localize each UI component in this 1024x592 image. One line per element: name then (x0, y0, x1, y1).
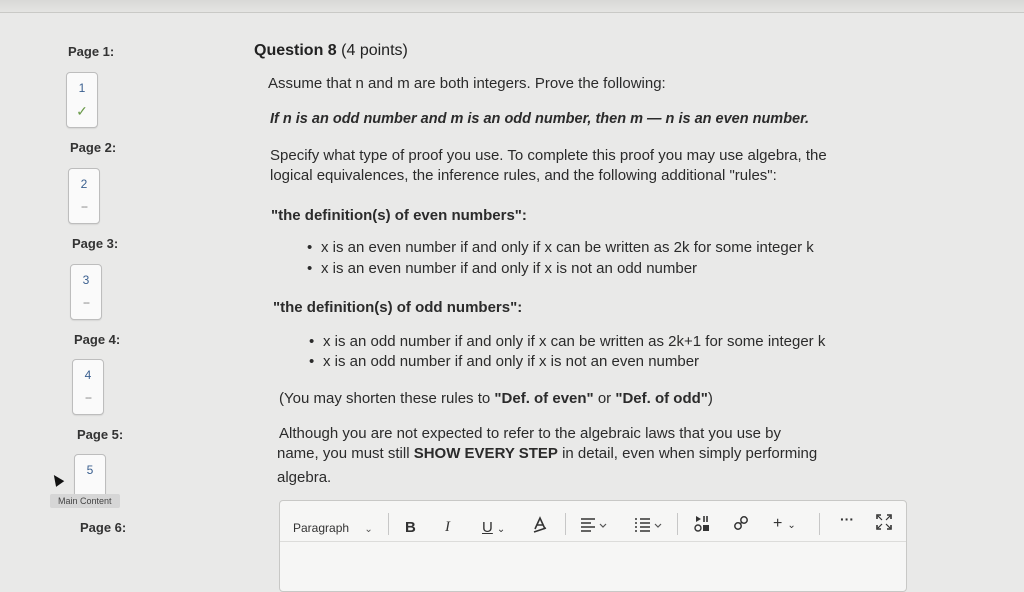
media-button[interactable] (694, 515, 712, 536)
instructions-line-1: Specify what type of proof you use. To complete this proof you may use algebra, the (270, 147, 827, 164)
page-3-status: -- (83, 295, 89, 309)
chevron-down-icon: ⌄ (364, 524, 373, 535)
insert-button[interactable] (773, 515, 796, 533)
list-button[interactable] (634, 517, 666, 536)
page-3-button[interactable] (70, 264, 102, 320)
fullscreen-button[interactable] (876, 514, 892, 533)
question-number: Question 8 (254, 42, 337, 59)
page-5-label: Page 5: (77, 427, 124, 442)
link-icon (732, 514, 750, 532)
even-rule-1: • x is an even number if and only if x can be written as 2k for some integer k (321, 238, 814, 258)
mouse-cursor-icon (50, 472, 65, 487)
underline-button[interactable] (482, 519, 505, 536)
toolbar-divider (677, 513, 678, 535)
even-rule-2: • x is an even number if and only if x is not an odd number (321, 259, 697, 279)
text-color-icon (532, 516, 548, 534)
link-button[interactable] (732, 514, 750, 535)
page-4-number: 4 (84, 368, 92, 382)
page-1-label: Page 1: (68, 44, 115, 59)
fullscreen-icon (876, 514, 892, 530)
even-definition-heading: "the definition(s) of even numbers": (271, 207, 527, 224)
page-4-status: -- (85, 390, 91, 404)
note-line-2-prefix: name, you must still (277, 445, 414, 462)
toolbar-divider (388, 513, 389, 535)
shorten-prefix: (You may shorten these rules to (279, 390, 495, 407)
page-2-label: Page 2: (70, 140, 117, 155)
editor-text-area[interactable] (280, 542, 906, 591)
theorem-statement: If n is an odd number and m is an odd number, then m — n is an even number. (270, 111, 809, 127)
odd-rule-2: • x is an odd number if and only if x is not an even number (323, 352, 699, 372)
text-color-button[interactable] (532, 516, 548, 537)
odd-rule-1: • x is an odd number if and only if x can be written as 2k+1 for some integer k (323, 332, 825, 352)
italic-button[interactable]: I (445, 519, 450, 535)
page-2-status: -- (81, 199, 87, 213)
page-3-number: 3 (82, 273, 90, 287)
shorten-rules-note (279, 389, 713, 409)
shorten-mid: or (593, 390, 616, 407)
bold-button[interactable]: B (405, 519, 416, 536)
top-bar (0, 0, 1024, 13)
question-intro: Assume that n and m are both integers. Prove the following: (268, 75, 666, 92)
main-content-tooltip: Main Content (50, 494, 120, 508)
note-line-2-suffix: in detail, even when simply performing (557, 445, 818, 462)
chevron-down-icon: ⌄ (787, 520, 796, 531)
page-1-button[interactable] (66, 72, 98, 128)
shorten-even: "Def. of even" (494, 390, 594, 407)
page-3-label: Page 3: (72, 236, 119, 251)
check-icon: ✓ (76, 103, 88, 119)
media-icon (694, 515, 712, 533)
align-left-icon (580, 517, 610, 533)
question-points: (4 points) (341, 42, 408, 59)
more-options-button[interactable]: ··· (840, 511, 854, 527)
note-line-3: algebra. (277, 469, 332, 486)
question-title (254, 42, 408, 60)
align-button[interactable] (580, 517, 610, 536)
page-1-number: 1 (78, 81, 86, 95)
page-5-button[interactable] (74, 454, 106, 498)
note-line-1: Although you are not expected to refer to the algebraic laws that you use by (279, 425, 781, 442)
page-6-label: Page 6: (80, 520, 127, 535)
plus-icon: + (773, 515, 783, 532)
page-5-number: 5 (86, 463, 94, 477)
underline-label: U (482, 519, 493, 536)
paragraph-format-label: Paragraph (293, 521, 350, 535)
shorten-odd: "Def. of odd" (615, 390, 708, 407)
note-line-2-bold: SHOW EVERY STEP (413, 445, 558, 462)
toolbar-divider (819, 513, 820, 535)
instructions-line-2: logical equivalences, the inference rules, and the following additional "rules": (270, 167, 777, 184)
note-line-2 (277, 444, 817, 464)
page-4-button[interactable] (72, 359, 104, 415)
odd-definition-heading: "the definition(s) of odd numbers": (273, 299, 523, 316)
toolbar-divider (565, 513, 566, 535)
list-icon (634, 517, 666, 533)
chevron-down-icon: ⌄ (496, 524, 506, 535)
paragraph-format-select[interactable] (293, 521, 373, 535)
page-2-number: 2 (80, 177, 88, 191)
answer-editor[interactable] (279, 500, 907, 592)
shorten-suffix: ) (707, 390, 713, 407)
editor-toolbar (280, 501, 906, 542)
page-2-button[interactable] (68, 168, 100, 224)
page-4-label: Page 4: (74, 332, 121, 347)
